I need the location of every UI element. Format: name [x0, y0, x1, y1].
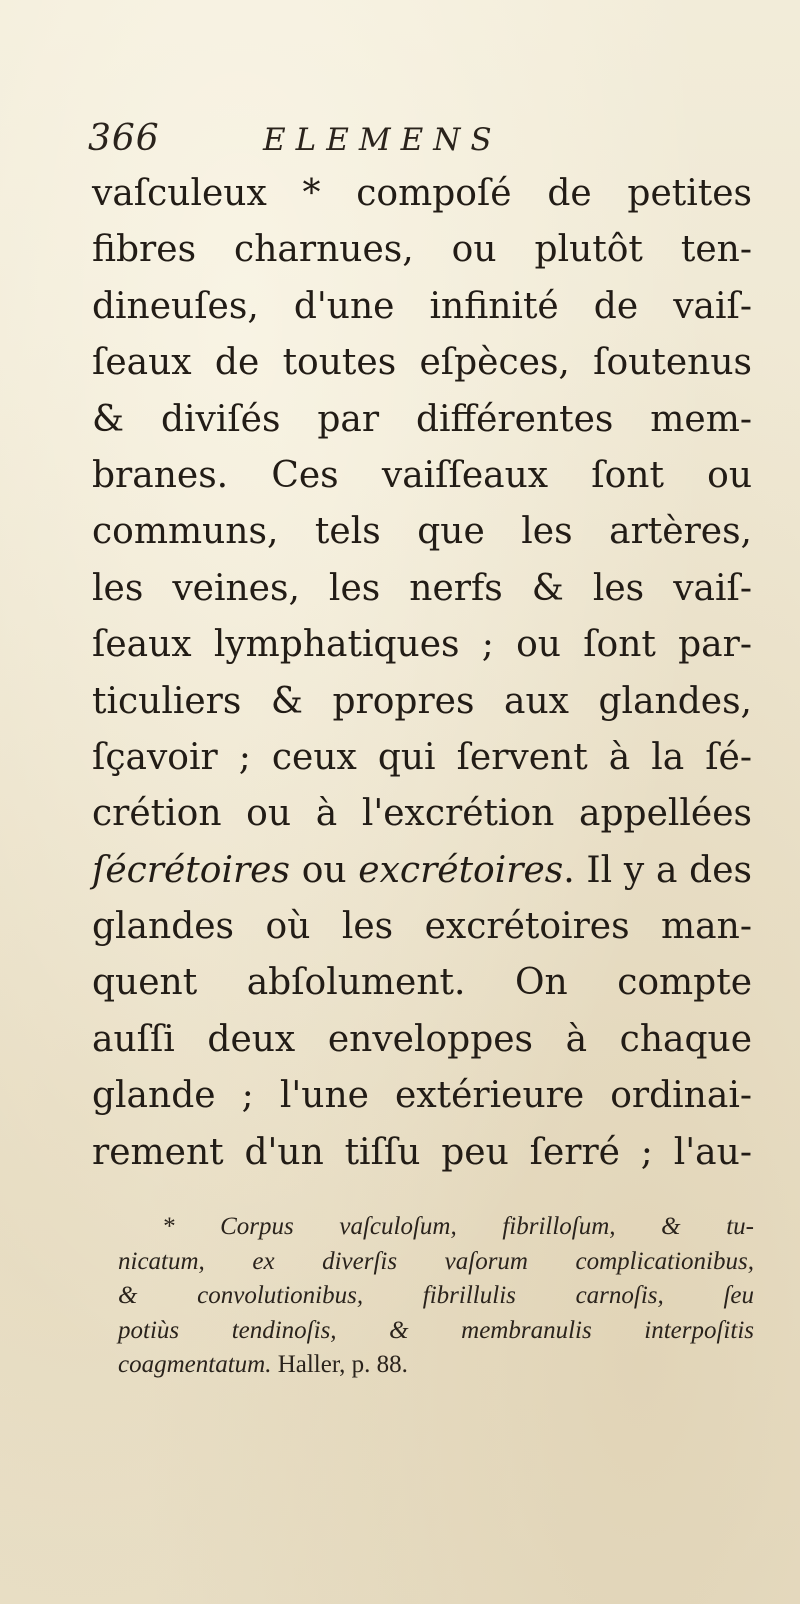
text-line: ſeaux lymphatiques ; ou ſont par-: [92, 624, 752, 666]
text-line: auſſi deux enveloppes à chaque: [92, 1018, 752, 1060]
text-line: quent abſolument. On compte: [92, 962, 752, 1004]
page-header: [88, 118, 708, 170]
footnote-line: * Corpus vaſculoſum, fibrilloſum, & tu-: [162, 1213, 754, 1240]
running-head: ELEMENS: [263, 122, 502, 158]
roman-text: . Il y a des: [563, 849, 752, 891]
text-line: ſçavoir ; ceux qui ſervent à la ſé-: [92, 736, 752, 778]
text-line: les veines, les nerfs & les vaiſ-: [92, 567, 752, 609]
text-line: vaſculeux * compoſé de petites: [92, 173, 752, 214]
footnote-line: nicatum, ex diverſis vaſorum complicationibus,: [118, 1247, 754, 1275]
text-line: glandes où les excrétoires man-: [92, 906, 752, 948]
footnote-line: & convolutionibus, fibrillulis carnoſis, ſeu: [118, 1282, 754, 1310]
text-line: dineuſes, d'une infinité de vaiſ-: [92, 285, 752, 327]
text-line: fibres charnues, ou plutôt ten-: [92, 229, 752, 271]
body-text: [92, 166, 752, 1181]
text-line: branes. Ces vaiſſeaux ſont ou: [92, 454, 752, 496]
footnote-citation: Haller, p. 88.: [271, 1351, 408, 1379]
text-line: ſeaux de toutes eſpèces, ſoutenus: [92, 342, 752, 384]
footnote-line: potiùs tendinoſis, & membranulis interpoſitis: [118, 1316, 754, 1344]
text-line: ticuliers & propres aux glandes,: [92, 680, 752, 722]
page-number: 366: [88, 118, 160, 159]
text-line-mixed: [92, 843, 752, 899]
italic-term: ſécrétoires: [92, 849, 290, 891]
text-line: glande ; l'une extérieure ordinai-: [92, 1075, 752, 1117]
text-line: crétion ou à l'excrétion appellées: [92, 793, 752, 835]
text-line: & diviſés par différentes mem-: [92, 398, 752, 440]
text-line: rement d'un tiſſu peu ſerré ; l'au-: [92, 1131, 752, 1173]
text-line: communs, tels que les artères,: [92, 511, 752, 553]
footnote: [118, 1210, 754, 1383]
footnote-italic-text: coagmentatum.: [118, 1351, 272, 1379]
footnote-line-last: [118, 1348, 754, 1383]
roman-text: ou: [289, 849, 359, 891]
italic-term: excrétoires: [358, 849, 564, 891]
